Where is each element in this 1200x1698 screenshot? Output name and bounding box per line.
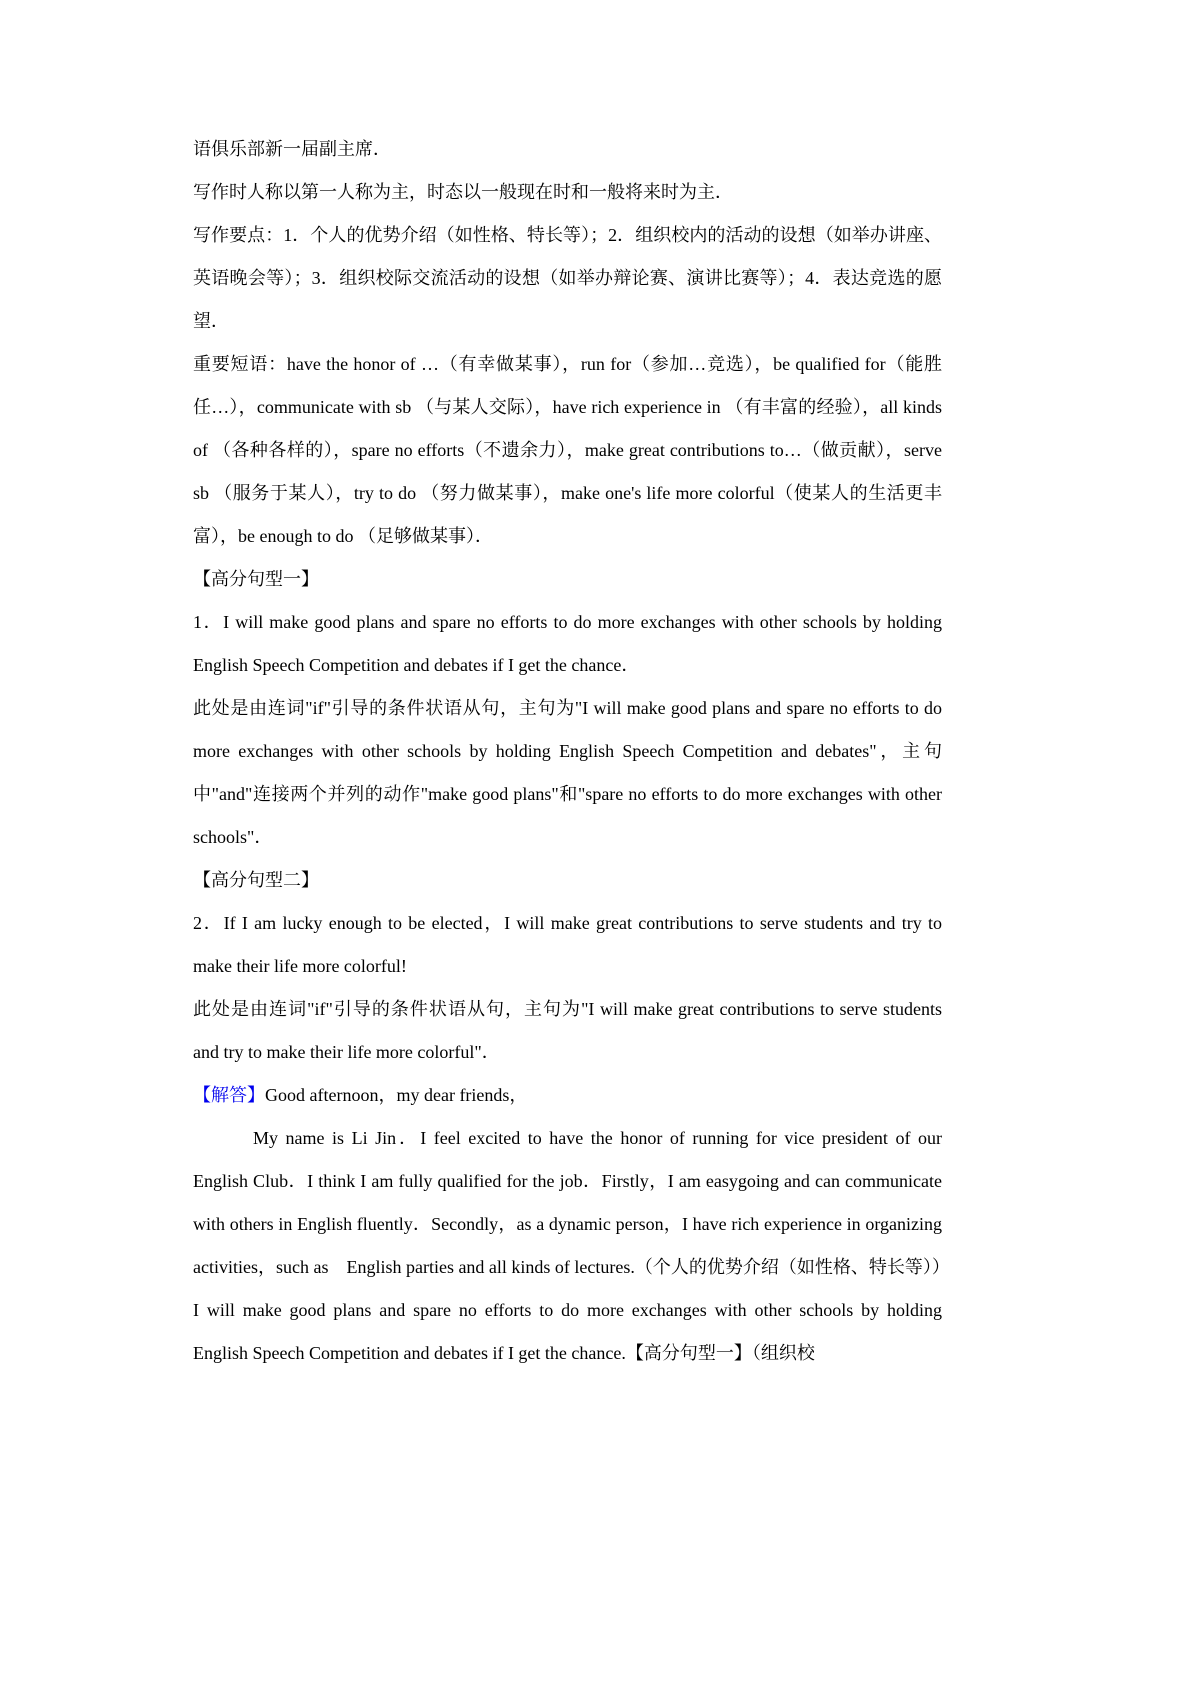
paragraph-key-phrases: 重要短语：have the honor of …（有幸做某事），run for（参加…竞选），be qualified for（能胜任…），communicate with sb （与某人交际），have rich experience in （有丰富的经验），all kinds of （各种各样的），spare no efforts（不遗余力），make great contributions to…（做贡献），serve sb （服务于某人），try to do （努力做某事），make one's life more colorful（使某人的生活更丰富），be enough to do （足够做某事）． [193,354,942,546]
essay-paragraph-1: My name is Li Jin．I feel excited to have the honor of running for vice president of our English Club．I think I am fully qualified for the job．Firstly，I am easygoing and can communicate with others in English fluently．Secondly，as a dynamic person，I have rich experience in organizing activities，such as English parties and all kinds of lectures.（个人的优势介绍（如性格、特长等）） [193,1128,950,1277]
paragraph-writing-key-points: 写作要点：1．个人的优势介绍（如性格、特长等）；2．组织校内的活动的设想（如举办讲座、英语晚会等）；3．组织校际交流活动的设想（如举办辩论赛、演讲比赛等）；4．表达竞选的愿望． [193,225,942,331]
essay-paragraph-2: I will make good plans and spare no efforts to do more exchanges with other schools by holding English Speech Competition and debates if I get the chance.【高分句型一】（组织校 [193,1300,942,1363]
sentence-example-2: 2．If I am lucky enough to be elected，I will make great contributions to serve students and try to make their life more colorful! [193,913,942,976]
document-body [193,128,950,1375]
sentence-analysis-2: 此处是由连词"if"引导的条件状语从句，主句为"I will make great contributions to serve students and try to make their life more colorful"． [193,999,942,1062]
sentence-analysis-1: 此处是由连词"if"引导的条件状语从句，主句为"I will make good plans and spare no efforts to do more exchanges with other schools by holding English Speech Competition and debates"，主句中"and"连接两个并列的动作"make good plans"和"spare no efforts to do more exchanges with other schools"． [193,698,942,847]
answer-greeting: Good afternoon，my dear friends， [265,1085,528,1105]
heading-sentence-pattern-1: 【高分句型一】 [193,569,319,589]
heading-sentence-pattern-2: 【高分句型二】 [193,870,319,890]
paragraph-club-title-continuation: 语俱乐部新一届副主席． [193,139,391,159]
answer-label: 【解答】 [193,1085,265,1105]
sentence-example-1: 1．I will make good plans and spare no efforts to do more exchanges with other schools by holding English Speech Competition and debates if I get the chance． [193,612,942,675]
answer-paragraph [193,1074,942,1117]
paragraph-person-and-tense: 写作时人称以第一人称为主，时态以一般现在时和一般将来时为主． [193,182,733,202]
